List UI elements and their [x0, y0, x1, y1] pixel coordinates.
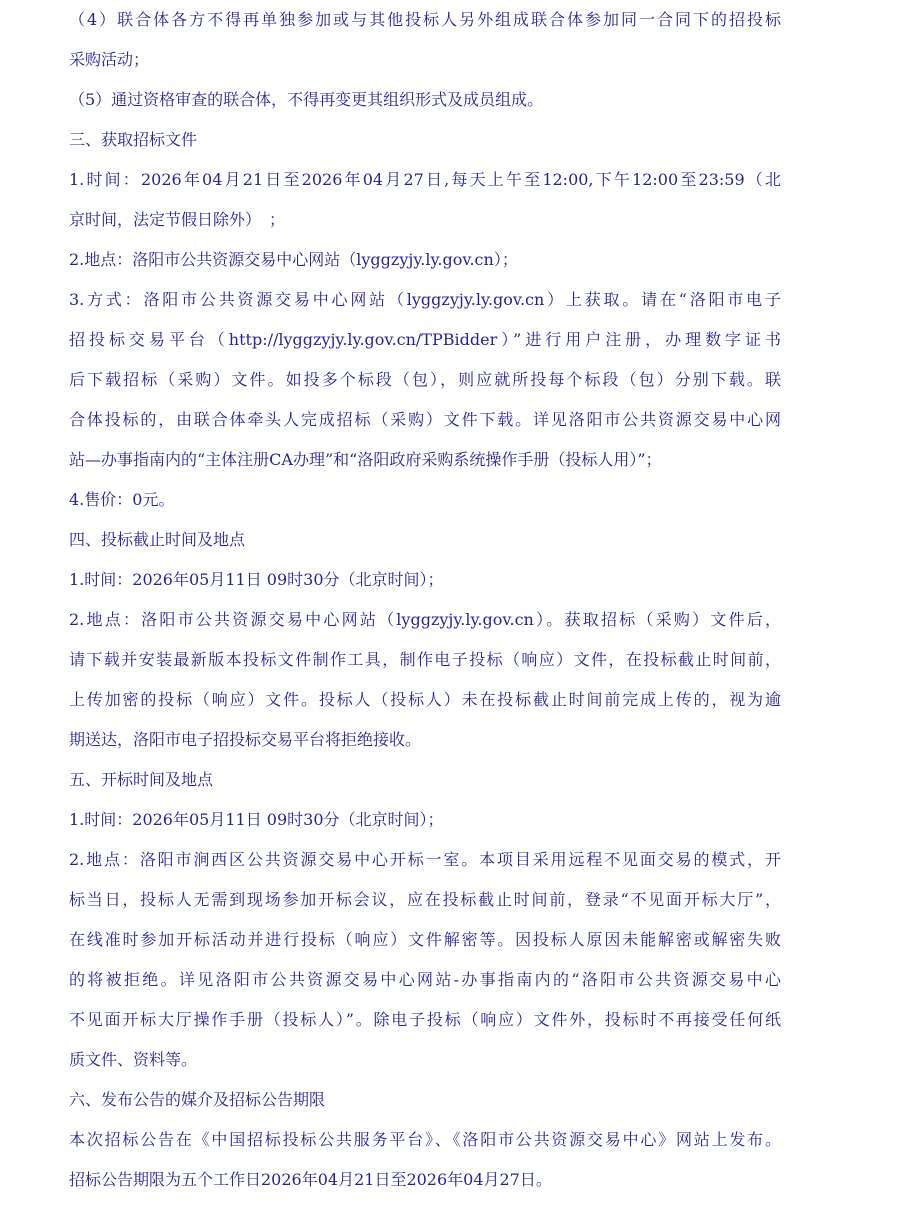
paragraph-line: 合体投标的，由联合体牵头人完成招标（采购）文件下载。详见洛阳市公共资源交易中心网: [69, 410, 781, 429]
paragraph-line: 不见面开标大厅操作手册（投标人）”。除电子投标（响应）文件外，投标时不再接受任何纸: [69, 1010, 781, 1029]
paragraph-line: 站—办事指南内的“主体注册CA办理”和“洛阳政府采购系统操作手册（投标人用）”；: [69, 450, 662, 469]
paragraph-line: 招标公告期限为五个工作日2026年04月21日至2026年04月27日。: [69, 1170, 552, 1189]
paragraph-line: （4）联合体各方不得再单独参加或与其他投标人另外组成联合体参加同一合同下的招投标: [69, 10, 781, 29]
paragraph-line: 采购活动；: [69, 50, 150, 69]
paragraph-line: 2.地点：洛阳市涧西区公共资源交易中心开标一室。本项目采用远程不见面交易的模式，开: [69, 850, 781, 869]
paragraph-line: 的将被拒绝。详见洛阳市公共资源交易中心网站-办事指南内的“洛阳市公共资源交易中心: [69, 970, 781, 989]
paragraph-line: 期送达，洛阳市电子招投标交易平台将拒绝接收。: [69, 730, 422, 749]
paragraph-line: 4.售价：0元。: [69, 490, 175, 509]
section-heading: 三、获取招标文件: [69, 130, 198, 149]
section-heading: 四、投标截止时间及地点: [69, 530, 246, 549]
paragraph-line: 1.时间：2026年05月11日 09时30分（北京时间）；: [69, 570, 444, 589]
paragraph-line: 质文件、资料等。: [69, 1050, 198, 1069]
paragraph-line: 标当日，投标人无需到现场参加开标会议，应在投标截止时间前，登录“不见面开标大厅”，: [69, 890, 781, 909]
paragraph-line: 后下载招标（采购）文件。如投多个标段（包），则应就所投每个标段（包）分别下载。联: [69, 370, 781, 389]
paragraph-line: （5）通过资格审查的联合体，不得再变更其组织形式及成员组成。: [69, 90, 544, 109]
paragraph-line: 上传加密的投标（响应）文件。投标人（投标人）未在投标截止时间前完成上传的，视为逾: [69, 690, 781, 709]
paragraph-line: 1.时间：2026年05月11日 09时30分（北京时间）；: [69, 810, 444, 829]
paragraph-line: 1.时间：2026年04月21日至2026年04月27日,每天上午至12:00,下午12:00至23:59（北: [69, 170, 781, 189]
paragraph-line: 本次招标公告在《中国招标投标公共服务平台》、《洛阳市公共资源交易中心》网站上发布。: [69, 1130, 781, 1149]
document-body: [69, 0, 781, 1200]
paragraph-line: 京时间，法定节假日除外） ；: [69, 210, 286, 229]
paragraph-line: 请下载并安装最新版本投标文件制作工具，制作电子投标（响应）文件，在投标截止时间前，: [69, 650, 781, 669]
paragraph-line: 招投标交易平台（http://lyggzyjy.ly.gov.cn/TPBidder）”进行用户注册，办理数字证书: [69, 330, 781, 349]
section-heading: 六、发布公告的媒介及招标公告期限: [69, 1090, 326, 1109]
paragraph-line: 2.地点：洛阳市公共资源交易中心网站（lyggzyjy.ly.gov.cn）。获取招标（采购）文件后，: [69, 610, 781, 629]
paragraph-line: 2.地点：洛阳市公共资源交易中心网站（lyggzyjy.ly.gov.cn）；: [69, 250, 518, 269]
paragraph-line: 在线准时参加开标活动并进行投标（响应）文件解密等。因投标人原因未能解密或解密失败: [69, 930, 781, 949]
paragraph-line: 3.方式：洛阳市公共资源交易中心网站（lyggzyjy.ly.gov.cn）上获取。请在“洛阳市电子: [69, 290, 781, 309]
section-heading: 五、开标时间及地点: [69, 770, 214, 789]
